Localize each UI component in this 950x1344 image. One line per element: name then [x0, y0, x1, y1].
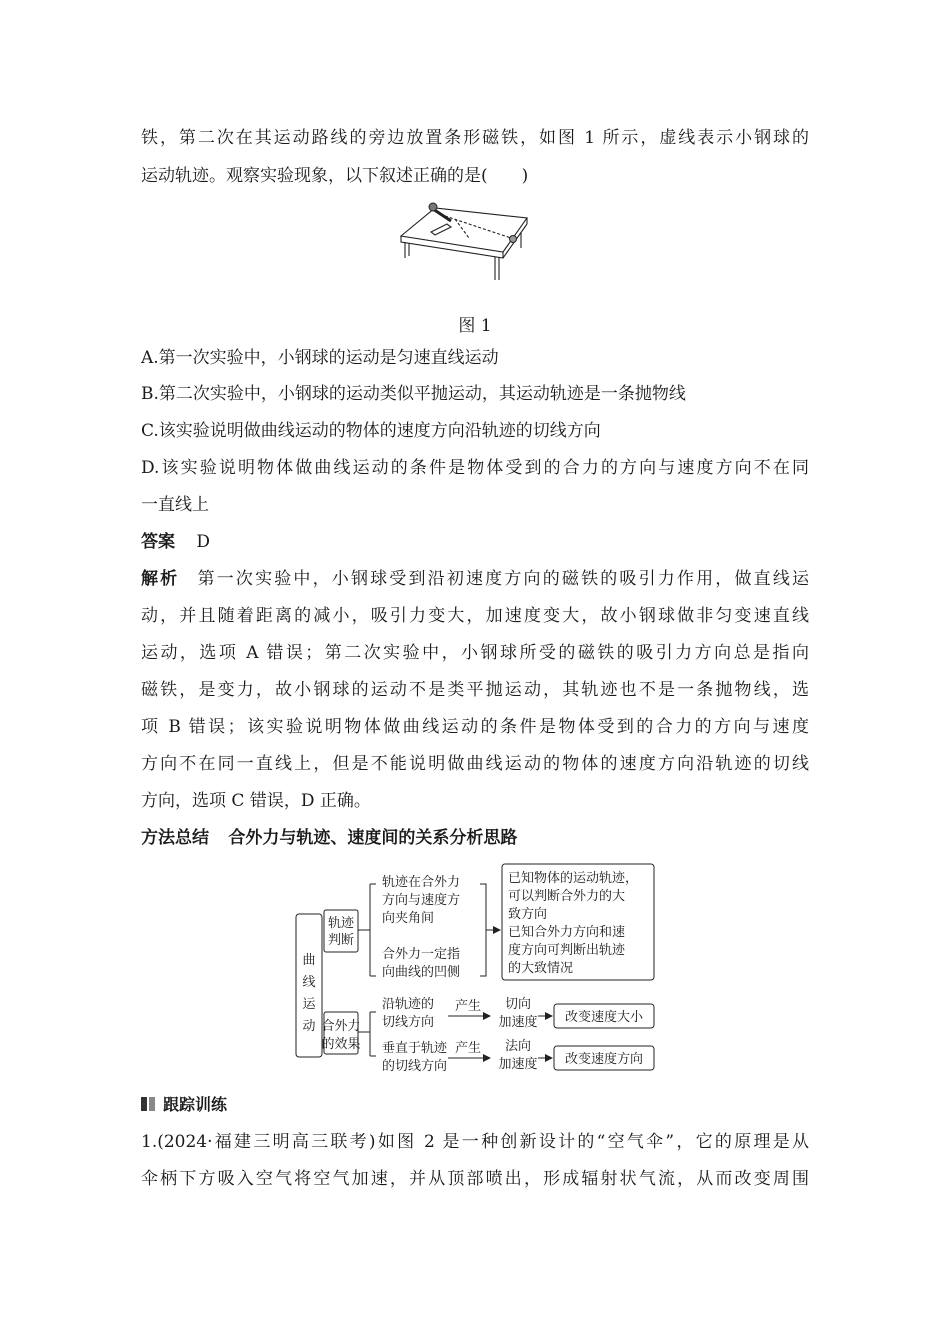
concave-text-2: 向曲线的凹侧	[382, 965, 461, 980]
tangent-acc-1: 切向	[504, 997, 532, 1012]
section-marker-icon	[141, 1097, 147, 1111]
result-text-5: 度方向可判断出轨迹	[508, 943, 626, 958]
analysis-line-7: 方向，选项 C 错误，D 正确。	[141, 791, 371, 811]
tangent-dir-2: 切线方向	[382, 1015, 435, 1030]
angle-text-3: 向夹角间	[382, 911, 435, 926]
exercise-line-1: 1.(2024·福建三明高三联考)如图 2 是一种创新设计的“空气伞”，它的原理是从	[141, 1132, 809, 1152]
change-speed-label: 改变速度大小	[564, 1010, 644, 1025]
root-char-2: 线	[302, 975, 316, 990]
result-text-2: 可以判断合外力的大	[508, 889, 626, 904]
section-heading	[141, 1092, 227, 1115]
trajectory-judge-2: 判断	[327, 933, 355, 948]
method-label: 方法总结	[141, 828, 209, 848]
method-title: 合外力与轨迹、速度间的关系分析思路	[228, 828, 518, 848]
intro-line-1: 铁，第二次在其运动路线的旁边放置条形磁铁，如图 1 所示，虚线表示小钢球的	[141, 128, 809, 148]
produce-label-1: 产生	[454, 999, 482, 1014]
tangent-dir-1: 沿轨迹的	[382, 997, 435, 1012]
figure-1-caption: 图 1	[458, 316, 492, 336]
answer-row	[141, 530, 210, 554]
result-text-3: 致方向	[508, 907, 548, 922]
section-title: 跟踪训练	[163, 1095, 228, 1114]
trajectory-judge-1: 轨迹	[327, 916, 355, 931]
result-text-1: 已知物体的运动轨迹，	[508, 871, 639, 886]
method-flowchart	[290, 860, 670, 1080]
method-heading	[141, 826, 517, 850]
normal-dir-2: 的切线方向	[382, 1059, 448, 1074]
analysis-label: 解析	[141, 569, 180, 589]
angle-text-2: 方向与速度方	[382, 893, 461, 908]
normal-acc-2: 加速度	[498, 1057, 538, 1072]
answer-value: D	[196, 532, 211, 552]
section-marker-icon-2	[149, 1097, 155, 1111]
answer-label: 答案	[141, 532, 175, 552]
tangent-acc-2: 加速度	[498, 1015, 538, 1030]
normal-acc-1: 法向	[504, 1039, 532, 1054]
force-effect-1: 合外力	[321, 1019, 361, 1034]
analysis-line-6: 方向不在同一直线上，但是不能说明做曲线运动的物体的速度方向沿轨迹的切线	[141, 754, 809, 774]
result-text-6: 的大致情况	[508, 961, 574, 976]
analysis-text-1: 第一次实验中，小钢球受到沿初速度方向的磁铁的吸引力作用，做直线运	[195, 569, 810, 589]
option-b: B.第二次实验中，小钢球的运动类似平抛运动，其运动轨迹是一条抛物线	[141, 384, 686, 404]
figure-1-table-illustration	[395, 196, 530, 286]
analysis-line-1	[141, 567, 809, 591]
analysis-line-2: 动，并且随着距离的减小，吸引力变大，加速度变大，故小钢球做非匀变速直线	[141, 606, 809, 626]
analysis-line-5: 项 B 错误；该实验说明物体做曲线运动的条件是物体受到的合力的方向与速度	[141, 717, 809, 737]
analysis-line-3: 运动，选项 A 错误；第二次实验中，小钢球所受的磁铁的吸引力方向总是指向	[141, 643, 809, 663]
produce-label-2: 产生	[454, 1041, 482, 1056]
root-char-3: 运	[302, 997, 316, 1012]
result-text-4: 已知合外力方向和速	[508, 925, 626, 940]
normal-dir-1: 垂直于轨迹	[382, 1041, 448, 1056]
concave-text-1: 合外力一定指	[382, 947, 461, 962]
option-d: D.该实验说明物体做曲线运动的条件是物体受到的合力的方向与速度方向不在同	[141, 458, 809, 478]
angle-text-1: 轨迹在合外力	[382, 875, 461, 890]
root-char-4: 动	[302, 1019, 316, 1034]
option-a: A.第一次实验中，小钢球的运动是匀速直线运动	[141, 348, 499, 368]
force-effect-2: 的效果	[321, 1037, 361, 1052]
option-d-continued: 一直线上	[141, 495, 209, 515]
intro-line-2: 运动轨迹。观察实验现象，以下叙述正确的是( )	[141, 166, 529, 186]
exercise-line-2: 伞柄下方吸入空气将空气加速，并从顶部喷出，形成辐射状气流，从而改变周围	[141, 1169, 809, 1189]
root-char-1: 曲	[302, 953, 316, 968]
change-dir-label: 改变速度方向	[564, 1052, 644, 1067]
option-c: C.该实验说明做曲线运动的物体的速度方向沿轨迹的切线方向	[141, 421, 601, 441]
analysis-line-4: 磁铁，是变力，故小钢球的运动不是类平抛运动，其轨迹也不是一条抛物线，选	[141, 680, 809, 700]
